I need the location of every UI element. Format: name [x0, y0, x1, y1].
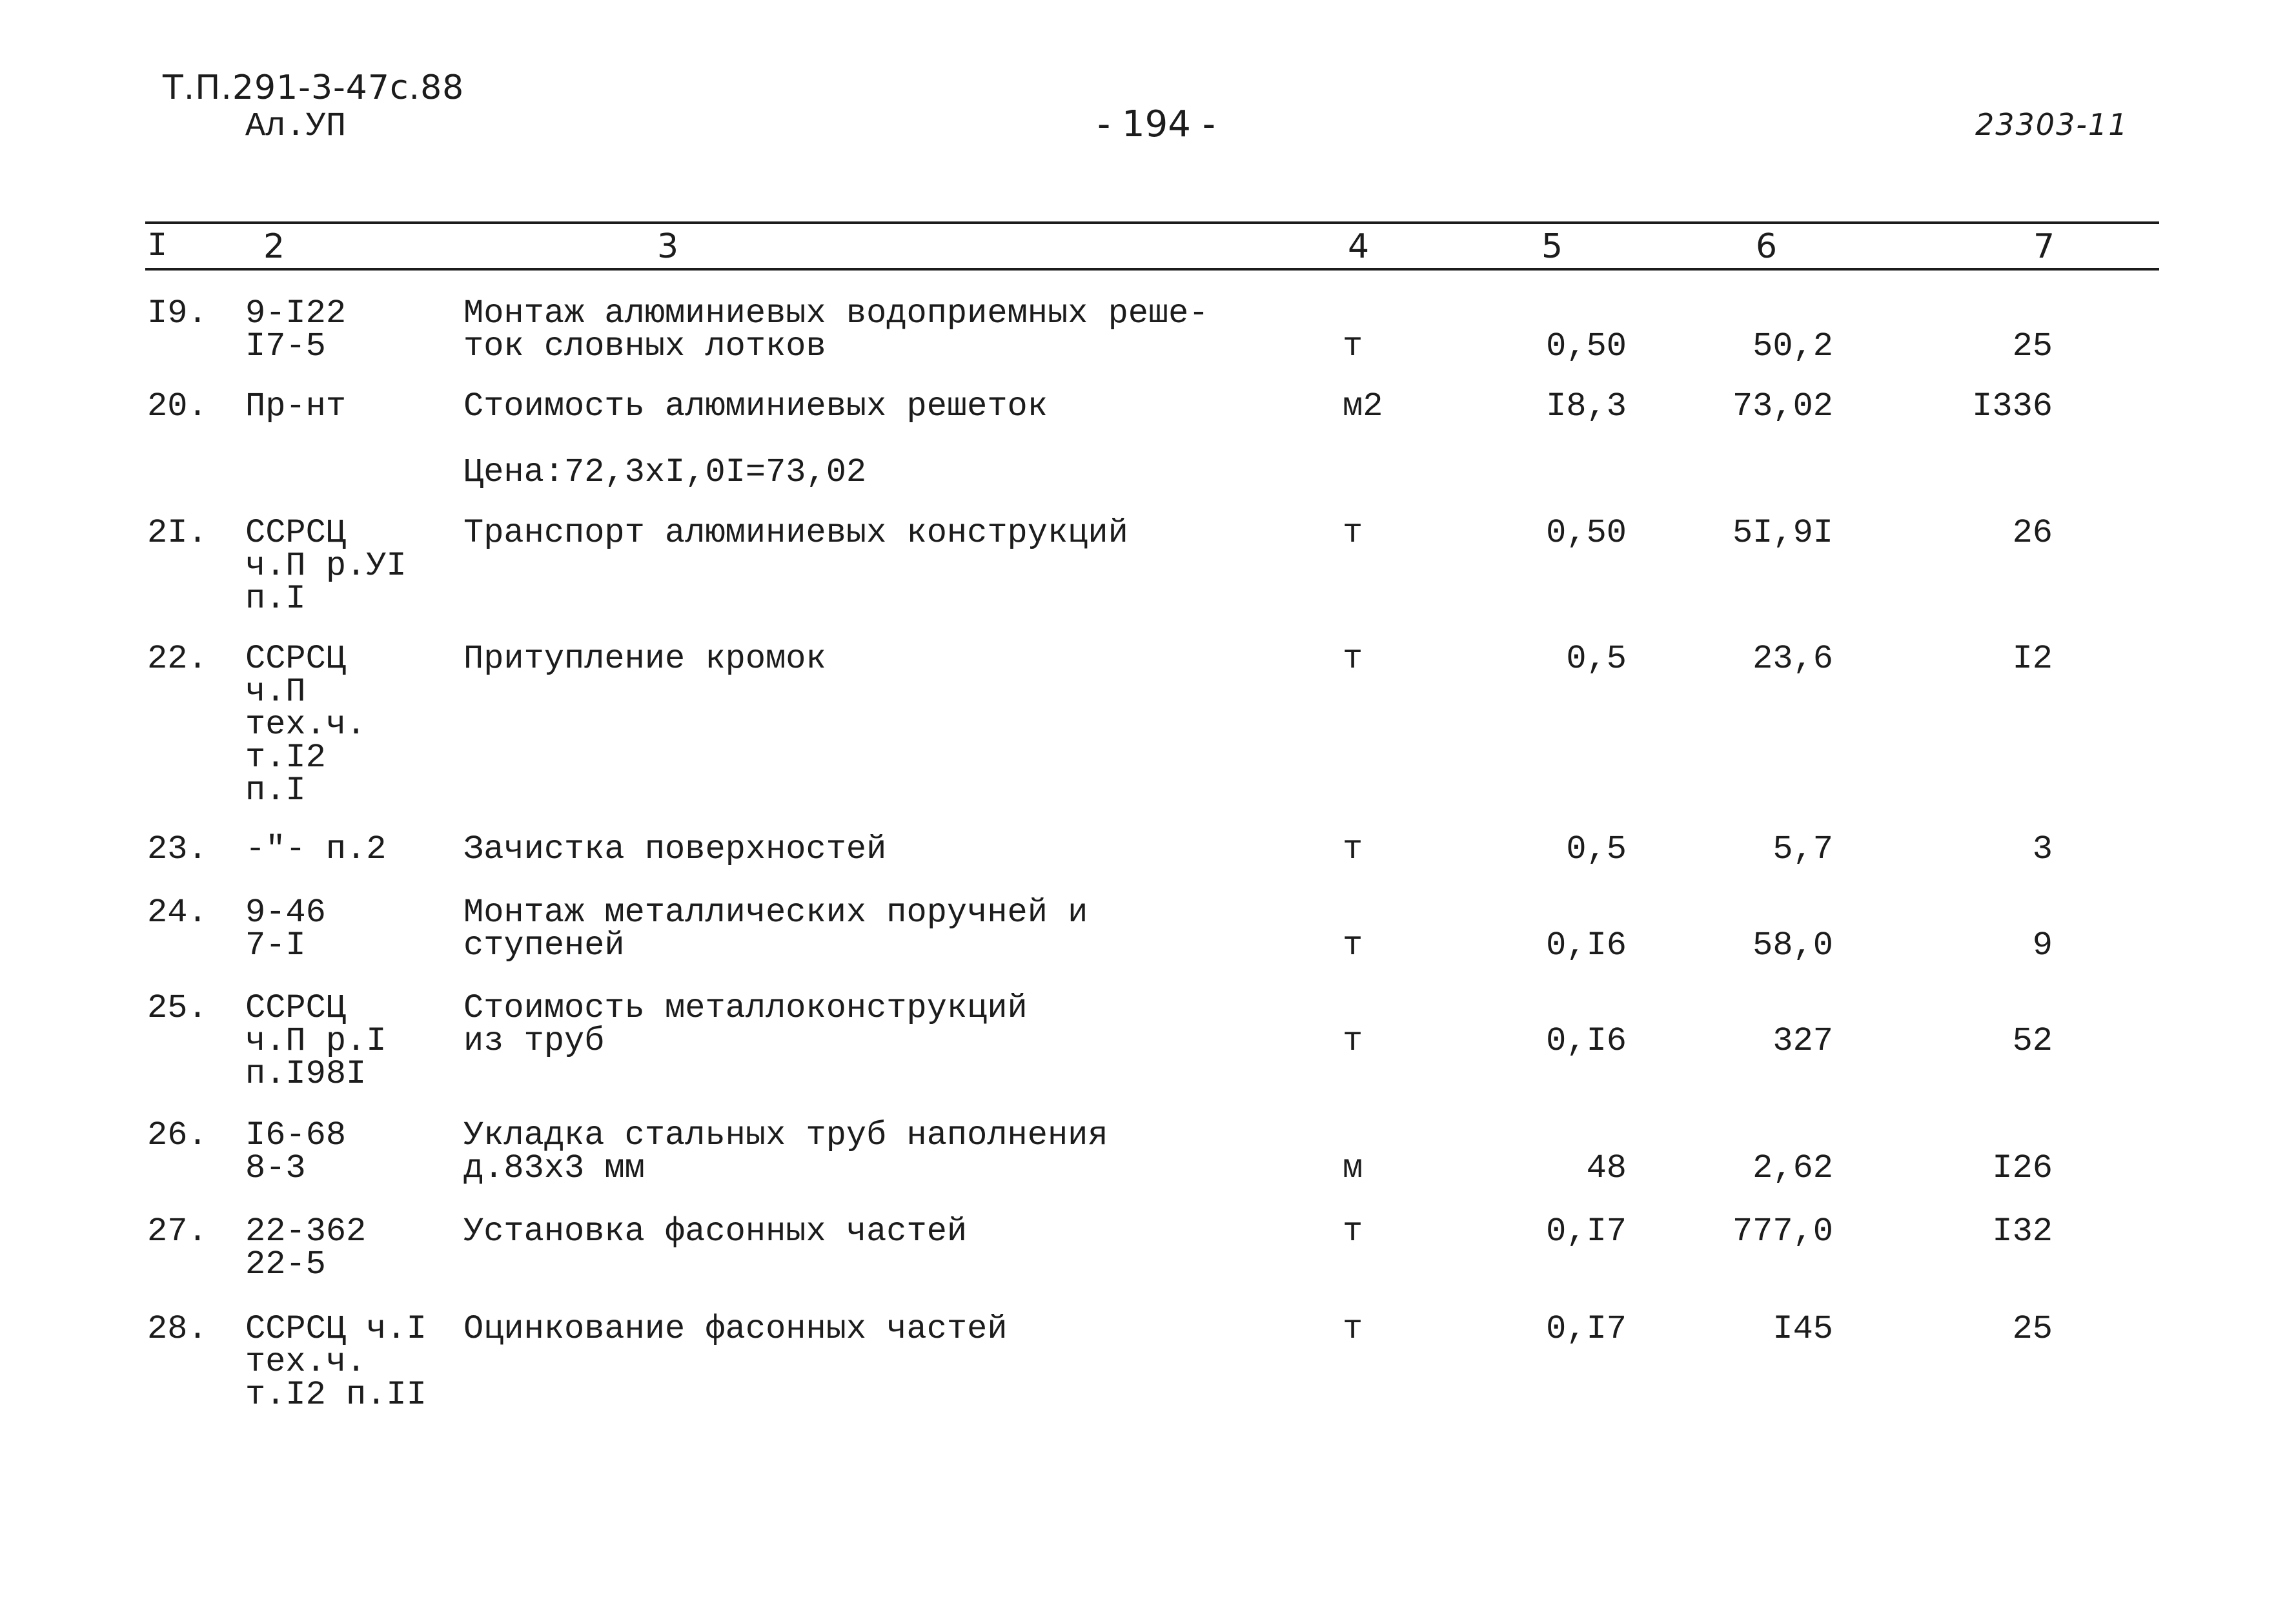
work-description: Монтаж металлических поручней и ступеней [463, 894, 1088, 965]
unit-price: 327 [1773, 1022, 1833, 1060]
norm-code: ССРСЦ ч.I тех.ч. т.I2 п.II [245, 1310, 427, 1414]
row-number: 23. [147, 830, 208, 868]
total-cost: 25 [2012, 1310, 2053, 1348]
norm-code: ССРСЦ ч.П р.I п.I98I [245, 989, 387, 1093]
unit: м2 [1343, 387, 1383, 425]
unit-price: 5I,9I [1732, 514, 1833, 552]
total-cost: 26 [2012, 514, 2053, 552]
table-header-rule [145, 268, 2159, 271]
row-number: 24. [147, 894, 208, 932]
norm-code: Пр-нт [245, 387, 347, 425]
total-cost: I2 [2012, 640, 2053, 678]
total-cost: I32 [1992, 1212, 2053, 1251]
row-number: 26. [147, 1116, 208, 1154]
quantity: 0,50 [1546, 514, 1627, 552]
total-cost: I26 [1992, 1149, 2053, 1187]
work-description: Стоимость металлоконструкций из труб [463, 989, 1028, 1060]
unit-price: 73,02 [1732, 387, 1833, 425]
unit-price: 50,2 [1752, 327, 1833, 365]
unit: т [1343, 1310, 1363, 1348]
work-description: Стоимость алюминиевых решеток Цена:72,3xI,0I=73,02 [463, 387, 1048, 491]
work-description: Транспорт алюминиевых конструкций [463, 514, 1128, 552]
unit-price: 23,6 [1752, 640, 1833, 678]
unit: т [1343, 1212, 1363, 1251]
table-top-rule [145, 221, 2159, 224]
unit: т [1343, 926, 1363, 965]
quantity: 48 [1586, 1149, 1627, 1187]
norm-code: I6-68 8-3 [245, 1116, 347, 1187]
row-number: 27. [147, 1212, 208, 1251]
document-code: Т.П.291-3-47с.88 [163, 68, 465, 107]
total-cost: 9 [2032, 926, 2053, 965]
total-cost: I336 [1972, 387, 2053, 425]
norm-code: 22-362 22-5 [245, 1212, 367, 1284]
total-cost: 52 [2012, 1022, 2053, 1060]
unit-price: 5,7 [1773, 830, 1833, 868]
work-description: Установка фасонных частей [463, 1212, 968, 1251]
unit: т [1343, 640, 1363, 678]
order-number: 23303-11 [1975, 107, 2129, 142]
column-header-4: 4 [1348, 227, 1370, 266]
quantity: 0,I6 [1546, 1022, 1627, 1060]
quantity: 0,5 [1566, 830, 1627, 868]
column-header-7: 7 [2033, 227, 2055, 266]
quantity: 0,50 [1546, 327, 1627, 365]
column-header-6: 6 [1756, 227, 1778, 266]
work-description: Монтаж алюминиевых водоприемных реше- ток словных лотков [463, 294, 1209, 365]
total-cost: 3 [2032, 830, 2053, 868]
norm-code: ССРСЦ ч.П тех.ч. т.I2 п.I [245, 640, 367, 810]
column-header-2: 2 [263, 227, 285, 266]
quantity: 0,5 [1566, 640, 1627, 678]
row-number: I9. [147, 294, 208, 332]
column-header-3: 3 [657, 227, 679, 266]
unit-price: 2,62 [1752, 1149, 1833, 1187]
row-number: 25. [147, 989, 208, 1027]
total-cost: 25 [2012, 327, 2053, 365]
album-label: Ал.УП [245, 107, 347, 145]
unit-price: 58,0 [1752, 926, 1833, 965]
unit-price: 777,0 [1732, 1212, 1833, 1251]
norm-code: 9-I22 I7-5 [245, 294, 347, 365]
quantity: 0,I6 [1546, 926, 1627, 965]
unit: т [1343, 830, 1363, 868]
unit: т [1343, 514, 1363, 552]
norm-code: ССРСЦ ч.П р.УI п.I [245, 514, 407, 618]
unit: м [1343, 1149, 1363, 1187]
norm-code: -"- п.2 [245, 830, 387, 868]
unit: т [1343, 327, 1363, 365]
page-number: - 194 - [1097, 103, 1215, 145]
row-number: 28. [147, 1310, 208, 1348]
column-header-1: I [147, 227, 168, 265]
work-description: Притупление кромок [463, 640, 826, 678]
work-description: Зачистка поверхностей [463, 830, 887, 868]
unit-price: I45 [1773, 1310, 1833, 1348]
unit: т [1343, 1022, 1363, 1060]
row-number: 22. [147, 640, 208, 678]
quantity: 0,I7 [1546, 1310, 1627, 1348]
row-number: 20. [147, 387, 208, 425]
quantity: I8,3 [1546, 387, 1627, 425]
row-number: 2I. [147, 514, 208, 552]
norm-code: 9-46 7-I [245, 894, 326, 965]
quantity: 0,I7 [1546, 1212, 1627, 1251]
work-description: Оцинкование фасонных частей [463, 1310, 1008, 1348]
column-header-5: 5 [1541, 227, 1563, 266]
work-description: Укладка стальных труб наполнения д.83x3 мм [463, 1116, 1108, 1187]
